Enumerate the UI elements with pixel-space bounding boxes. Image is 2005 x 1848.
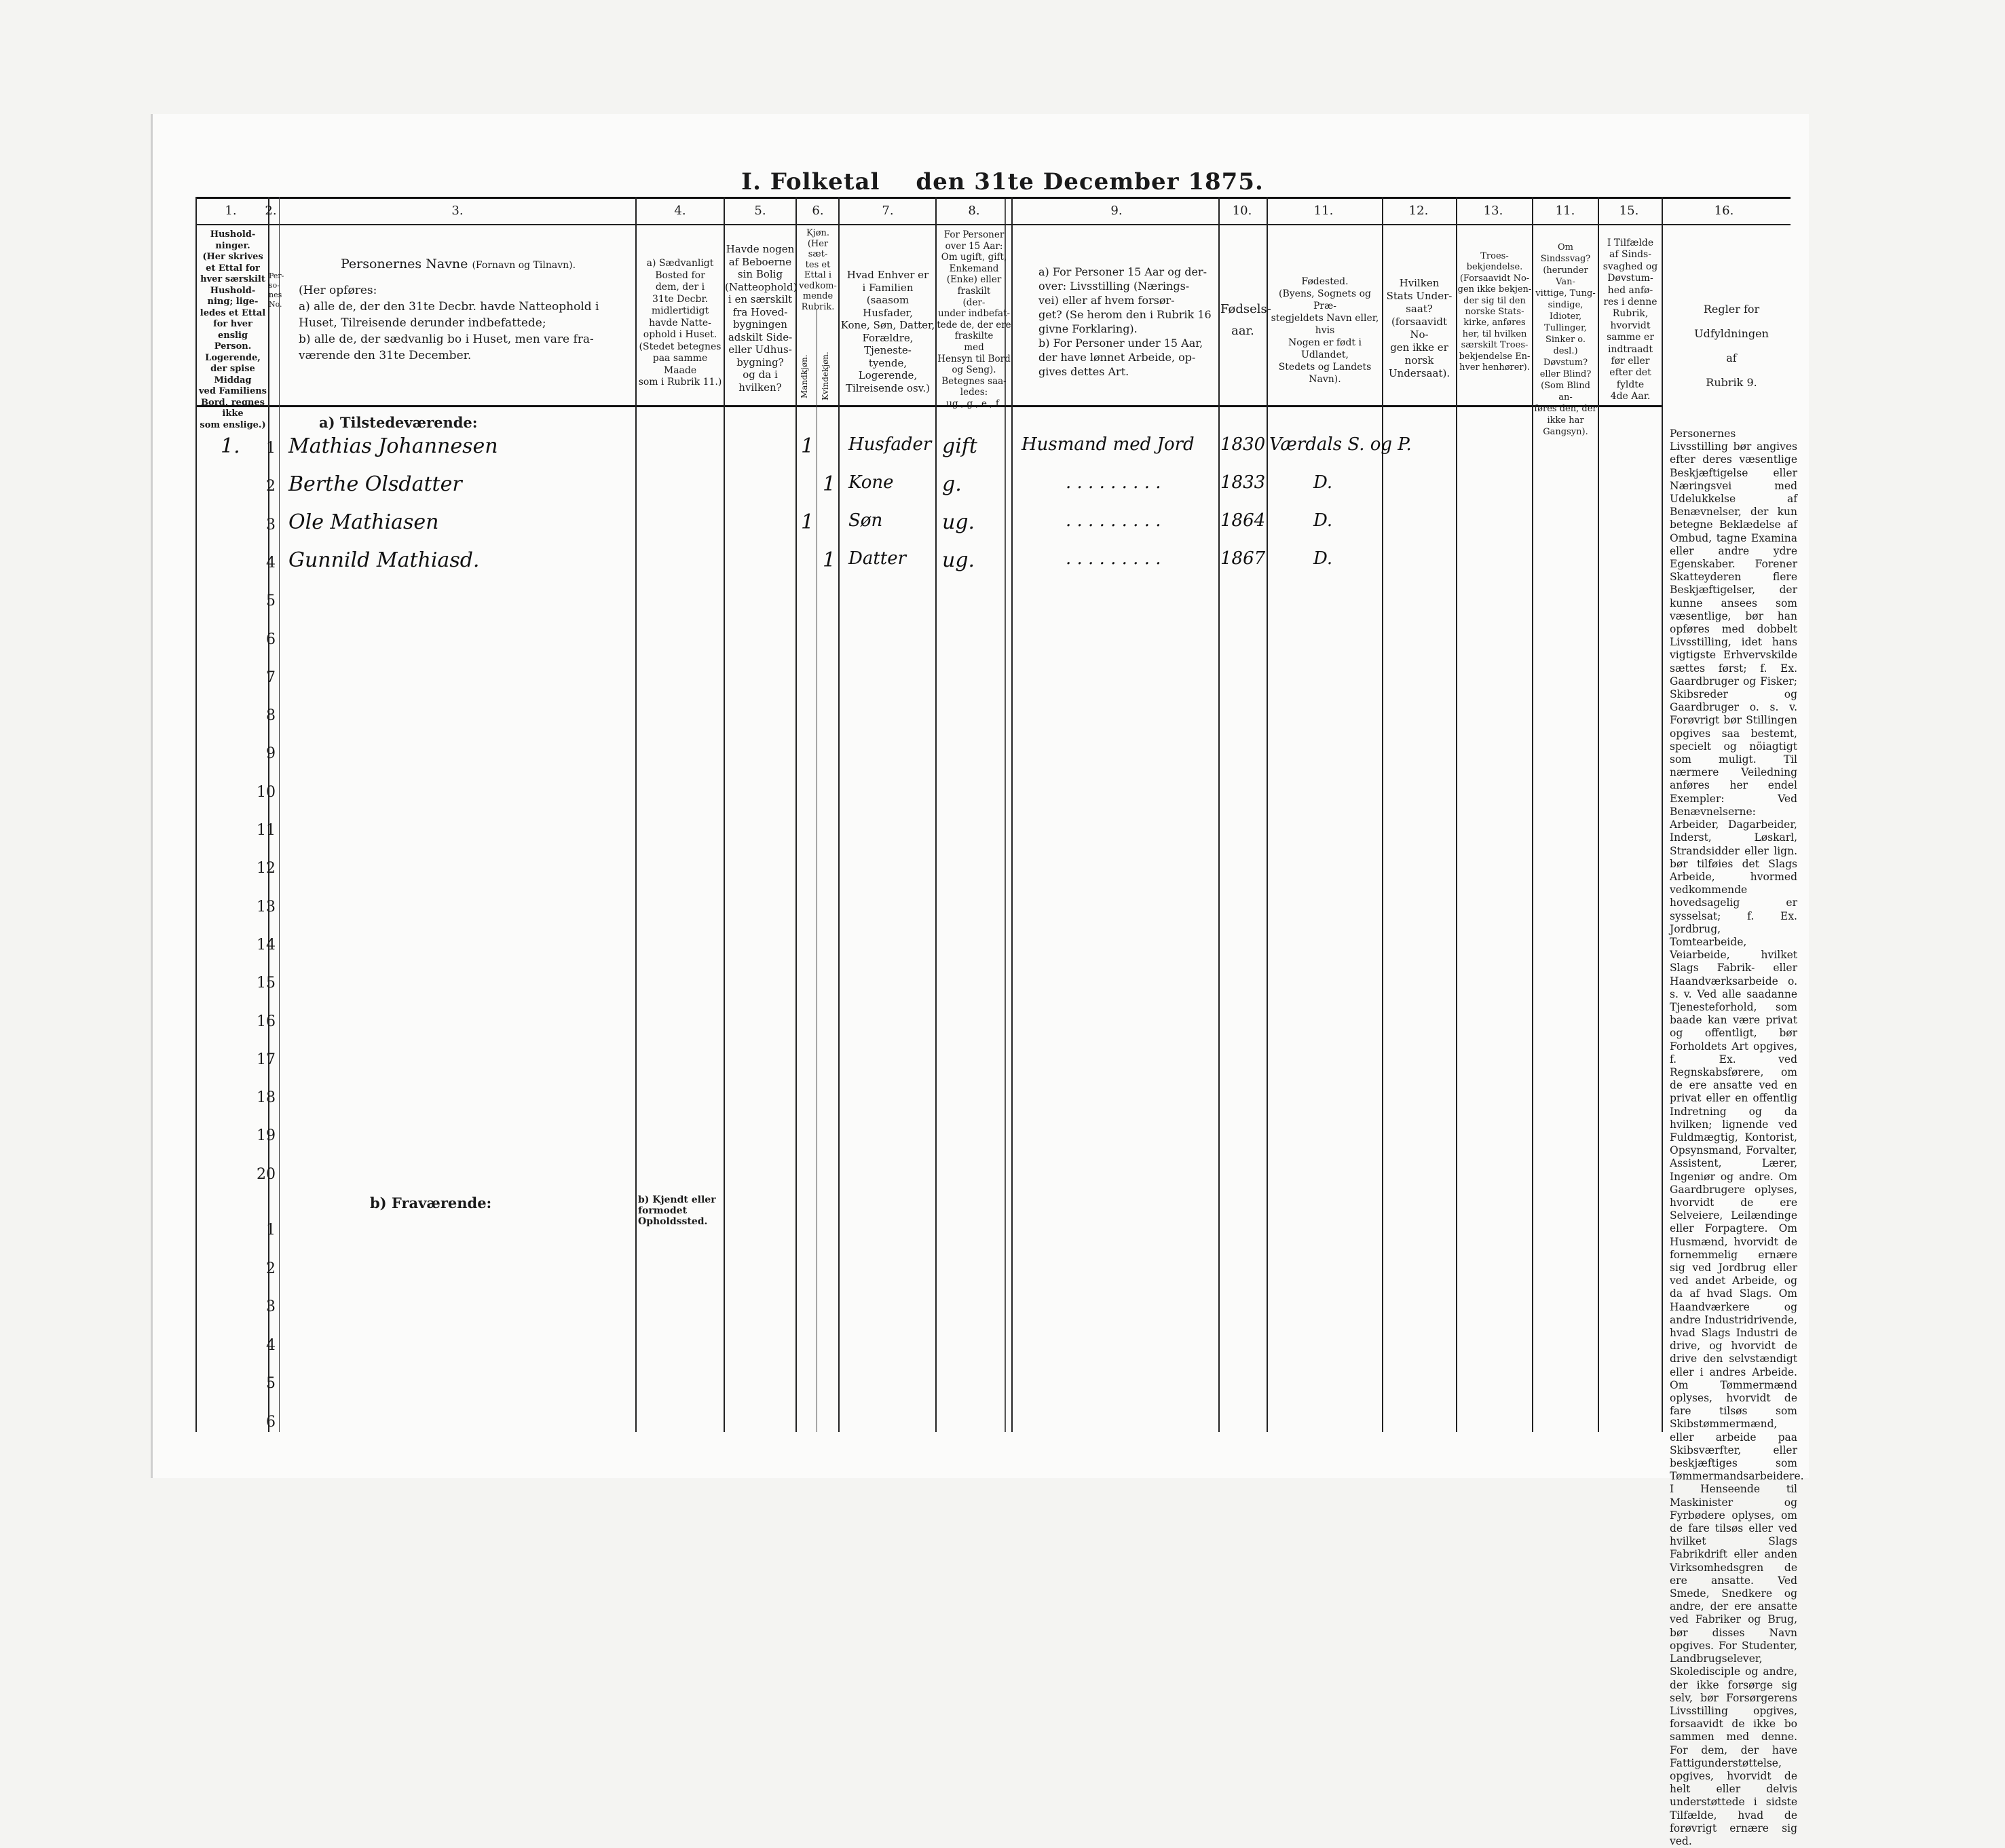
row-number-present: 6 xyxy=(266,630,276,648)
header-col-1: Hushold- ninger. (Her skrives et Ettal for hver særskilt Hushold- ning; lige- ledes et Ettal for hver enslig Person. Logerende, der spise Middag ved Familiens Bord, regnes ikke som enslige.) xyxy=(199,229,267,430)
header-top-rule xyxy=(195,197,1791,199)
entry-male-mark: 1 xyxy=(801,510,814,534)
row-number-present: 4 xyxy=(266,554,276,571)
absent-location-note: b) Kjendt eller formodet Opholdssted. xyxy=(638,1194,716,1227)
entry-birthplace: D. xyxy=(1313,510,1333,531)
header-col-9: a) For Personer 15 Aar og der- over: Livsstilling (Nærings- vei) eller af hvem forsør- get? (Se herom den i Rubrik 16 givne Forklaring). b) For Personer under 15 Aar, der have lønnet Arbeide, op- gives dettes Art. xyxy=(1038,265,1212,378)
entry-marital-status: ug. xyxy=(942,510,975,534)
entry-family-role: Søn xyxy=(848,510,883,531)
colnum-1: 1. xyxy=(225,204,237,218)
row-number-present: 20 xyxy=(257,1165,276,1183)
row-number-present: 18 xyxy=(257,1089,276,1107)
title-part-1: I. Folketal xyxy=(741,168,880,195)
entry-family-role: Husfader xyxy=(848,434,932,455)
entry-female-mark: 1 xyxy=(823,472,836,496)
row-number-present: 10 xyxy=(257,783,276,801)
colnum-6: 6. xyxy=(812,204,824,218)
household-mark: 1. xyxy=(221,434,240,458)
row-number-present: 9 xyxy=(266,745,276,763)
row-number-present: 11 xyxy=(257,822,276,839)
header-col-5: Havde nogen af Beboerne sin Bolig (Natteophold) i en særskilt fra Hoved- bygningen adskilt Side- eller Udhus- bygning? og da i hvilken? xyxy=(725,243,798,394)
entry-name: Mathias Johannesen xyxy=(288,434,498,458)
colnum-14: 11. xyxy=(1555,204,1575,218)
row-number-present: 19 xyxy=(257,1127,276,1145)
row-number-absent: 1 xyxy=(266,1222,276,1239)
section-present: a) Tilstedeværende: xyxy=(319,414,478,431)
entry-birthplace: Værdals S. og P. xyxy=(1269,434,1412,455)
entry-male-mark: 1 xyxy=(801,434,814,458)
header-col-16: Regler for Udfyldningen af Rubrik 9. xyxy=(1694,303,1769,389)
section-absent: b) Fraværende: xyxy=(370,1194,492,1211)
header-col-14: Om Sindssvag? (herunder Van- vittige, Tung- sindige, Idioter, Tullinger, Sinker o. desl.) Døvstum? eller Blind? (Som Blind an- føres den, der ikke har Gangsyn). xyxy=(1534,242,1597,437)
col-line-8 xyxy=(1011,197,1013,1432)
entry-name: Gunnild Mathiasd. xyxy=(288,548,480,572)
col-line-1b xyxy=(279,197,280,1432)
row-number-present: 15 xyxy=(257,975,276,992)
entry-marital-status: gift xyxy=(942,434,977,458)
header-col-15: I Tilfælde af Sinds- svaghed og Døvstum- hed anfø- res i denne Rubrik, hvorvidt samme er indtraadt før eller efter det fyldte 4de Aar. xyxy=(1603,238,1658,402)
entry-birth-year: 1833 xyxy=(1220,472,1266,493)
header-number-rule xyxy=(195,224,1791,225)
entry-family-role: Kone xyxy=(848,472,894,493)
row-number-present: 7 xyxy=(266,668,276,686)
row-number-present: 13 xyxy=(257,898,276,916)
colnum-12: 12. xyxy=(1408,204,1429,218)
entry-marital-status: ug. xyxy=(942,548,975,572)
header-col-7: Hvad Enhver er i Familien (saasom Husfader, Kone, Søn, Datter, Forældre, Tjeneste- tyende, Logerende, Tilreisende osv.) xyxy=(840,269,935,394)
colnum-5: 5. xyxy=(754,204,766,218)
col-line-5 xyxy=(795,197,797,1432)
row-number-present: 8 xyxy=(266,707,276,725)
entry-birth-year: 1830 xyxy=(1220,434,1266,455)
row-number-present: 5 xyxy=(266,592,276,610)
header-col-11: Fødested. (Byens, Sognets og Præ- stegjeldets Navn eller, hvis Nogen er født i Udlandet, Stedets og Landets Navn). xyxy=(1271,276,1379,385)
col-line-1 xyxy=(268,197,269,1432)
entry-family-role: Datter xyxy=(848,548,907,569)
header-col-12: Hvilken Stats Under- saat? (forsaavidt No- gen ikke er norsk Undersaat). xyxy=(1386,277,1453,379)
header-col-3-name: Personernes Navne xyxy=(340,257,468,271)
entry-occupation-ditto: . . . . . . . . . xyxy=(1066,472,1161,493)
row-number-present: 2 xyxy=(266,478,276,495)
form-title xyxy=(0,168,2005,195)
header-col-6-female: Kvindekjøn. xyxy=(821,352,830,400)
row-number-present: 12 xyxy=(257,860,276,878)
entry-name: Berthe Olsdatter xyxy=(288,472,462,496)
row-number-absent: 3 xyxy=(266,1298,276,1315)
col-line-11 xyxy=(1382,197,1383,1432)
colnum-11: 11. xyxy=(1313,204,1334,218)
entry-occupation-ditto: . . . . . . . . . xyxy=(1066,510,1161,531)
title-part-2: den 31te December 1875. xyxy=(916,168,1264,195)
header-col-6-male: Mandkjøn. xyxy=(800,354,809,399)
col-line-12 xyxy=(1456,197,1457,1432)
header-col-3-title xyxy=(282,258,635,272)
header-bottom-rule xyxy=(195,405,1662,407)
entry-birthplace: D. xyxy=(1313,472,1333,493)
row-number-absent: 2 xyxy=(266,1260,276,1277)
colnum-13: 13. xyxy=(1483,204,1503,218)
col-line-15 xyxy=(1662,197,1663,1432)
row-number-present: 1 xyxy=(266,440,276,457)
entry-marital-status: g. xyxy=(942,472,962,496)
colnum-3: 3. xyxy=(451,204,464,218)
header-col-3-body: (Her opføres: a) alle de, der den 31te Decbr. havde Natteophold i Huset, Tilreisende derunder indbefattede; b) alle de, der sædvanlig bo i Huset, men vare fra- værende den 31te December. xyxy=(299,284,599,362)
header-col-4: a) Sædvanligt Bosted for dem, der i 31te Decbr. midlertidigt havde Natte- ophold i Huset. (Stedet betegnes paa samme Maade som i Rubrik 11.) xyxy=(638,258,722,388)
header-col-13: Troes- bekjendelse. (Forsaavidt No- gen ikke bekjen- der sig til den norske Stats- kirke, anføres her, til hvilken særskilt Troes- bekjendelse En- hver henhører). xyxy=(1457,251,1532,373)
col-line-3 xyxy=(635,197,637,1432)
entry-female-mark: 1 xyxy=(823,548,836,572)
col-line-9 xyxy=(1218,197,1220,1432)
colnum-10: 10. xyxy=(1232,204,1252,218)
entry-name: Ole Mathiasen xyxy=(288,510,439,534)
header-col-6: Kjøn. (Her sæt- tes et Ettal i vedkom- mende Rubrik. xyxy=(799,228,837,312)
header-col-10: Fødsels- aar. xyxy=(1220,302,1271,338)
colnum-9: 9. xyxy=(1110,204,1123,218)
header-col-8: For Personer over 15 Aar: Om ugift, gift, Enkemand (Enke) eller fraskilt (der- under indbefat- tede de, der ere fraskilte med Hensyn til Bord og Seng). Betegnes saa- ledes: ug., g., e., f. xyxy=(937,229,1011,409)
entry-birthplace: D. xyxy=(1313,548,1333,569)
row-number-present: 14 xyxy=(257,936,276,954)
colnum-8: 8. xyxy=(968,204,980,218)
row-number-absent: 6 xyxy=(266,1413,276,1431)
colnum-7: 7. xyxy=(882,204,894,218)
row-number-absent: 4 xyxy=(266,1336,276,1354)
colnum-4: 4. xyxy=(674,204,686,218)
header-col-2: Per- so- nes No. xyxy=(269,271,284,309)
entry-occupation: Husmand med Jord xyxy=(1022,434,1195,455)
col-line-6 xyxy=(838,197,840,1432)
entry-birth-year: 1867 xyxy=(1220,548,1266,569)
row-number-present: 3 xyxy=(266,516,276,533)
rules-text: Personernes Livsstilling bør angives efter deres væsentlige Beskjæftigelse eller Næringsvei med Udelukkelse af Benævnelser, der kun betegne Beklædelse af Ombud, tagne Examina eller andre ydre Egenskaber. Forener Skatteyderen flere Beskjæftigelser, der kunne ansees som væsentlige, bør han opføres med dobbelt Livsstilling, idet hans vigtigste Erhvervskilde sættes først; f. Ex. Gaardbruger og Fisker; Skibsreder og Gaardbruger o. s. v. Forøvrigt bør Stillingen opgives saa bestemt, specielt og nöiagtigt som muligt. Til nærmere Veiledning anføres her endel Exempler: Ved Benævnelserne: Arbeider, Dagarbeider, Inderst, Løskarl, Strandsidder eller lign. bør tilføies det Slags Arbeide, hvormed vedkommende hovedsagelig er sysselsat; f. Ex. Jordbrug, Tomtearbeide, Veiarbeide, hvilket Slags Fabrik- eller Haandværksarbeide o. s. v. Ved alle saadanne Tjenesteforhold, som baade kan være privat og offentligt, bør Forholdets Art opgives, f. Ex. ved Regnskabsførere, om de ere ansatte ved en privat eller en offentlig Indretning og da hvilken; lignende ved Fuldmægtig, Kontorist, Opsynsmand, Forvalter, Assistent, Lærer, Ingeniør og andre. Om Gaardbrugere oplyses, hvorvidt de ere Selveiere, Leilændinge eller Forpagtere. Om Husmænd, hvorvidt de fornemmelig ernære sig ved Jordbrug eller ved andet Arbeide, og da af hvad Slags. Om Haandværkere og andre Industridrivende, hvad Slags Industri de drive, og hvorvidt de drive den selvstændigt eller i andres Arbeide. Om Tømmermænd oplyses, hvorvidt de fare tilsøs som Skibstømmermænd, eller arbeide paa Skibsværfter, eller beskjæftiges som Tømmermandsarbeidere. I Henseende til Maskinister og Fyrbødere oplyses, om de fare tilsøs eller ved hvilket Slags Fabrikdrift eller anden Virksomhedsgren de ere ansatte. Ved Smede, Snedkere og andre, der ere ansatte ved Fabriker og Brug, bør disses Navn opgives. For Studenter, Landbrugselever, Skoledisciple og andre, der ikke forsørge sig selv, bør Forsørgerens Livsstilling opgives, forsaavidt de ikke bo sammen med denne. For dem, der have Fattigunderstøttelse, opgives, hvorvidt de helt eller delvis understøttede i sidste Tilfælde, hvad de forøvrigt ernære sig ved. xyxy=(1670,428,1804,1847)
entry-birth-year: 1864 xyxy=(1220,510,1266,531)
col-line-0 xyxy=(195,197,197,1432)
row-number-present: 17 xyxy=(257,1051,276,1068)
row-number-absent: 5 xyxy=(266,1375,276,1392)
colnum-15: 15. xyxy=(1619,204,1639,218)
colnum-2: 2. xyxy=(265,204,277,218)
row-number-present: 16 xyxy=(257,1013,276,1030)
colnum-16: 16. xyxy=(1714,204,1734,218)
entry-occupation-ditto: . . . . . . . . . xyxy=(1066,548,1161,569)
header-col-3-sub: (Fornavn og Tilnavn). xyxy=(472,260,576,271)
